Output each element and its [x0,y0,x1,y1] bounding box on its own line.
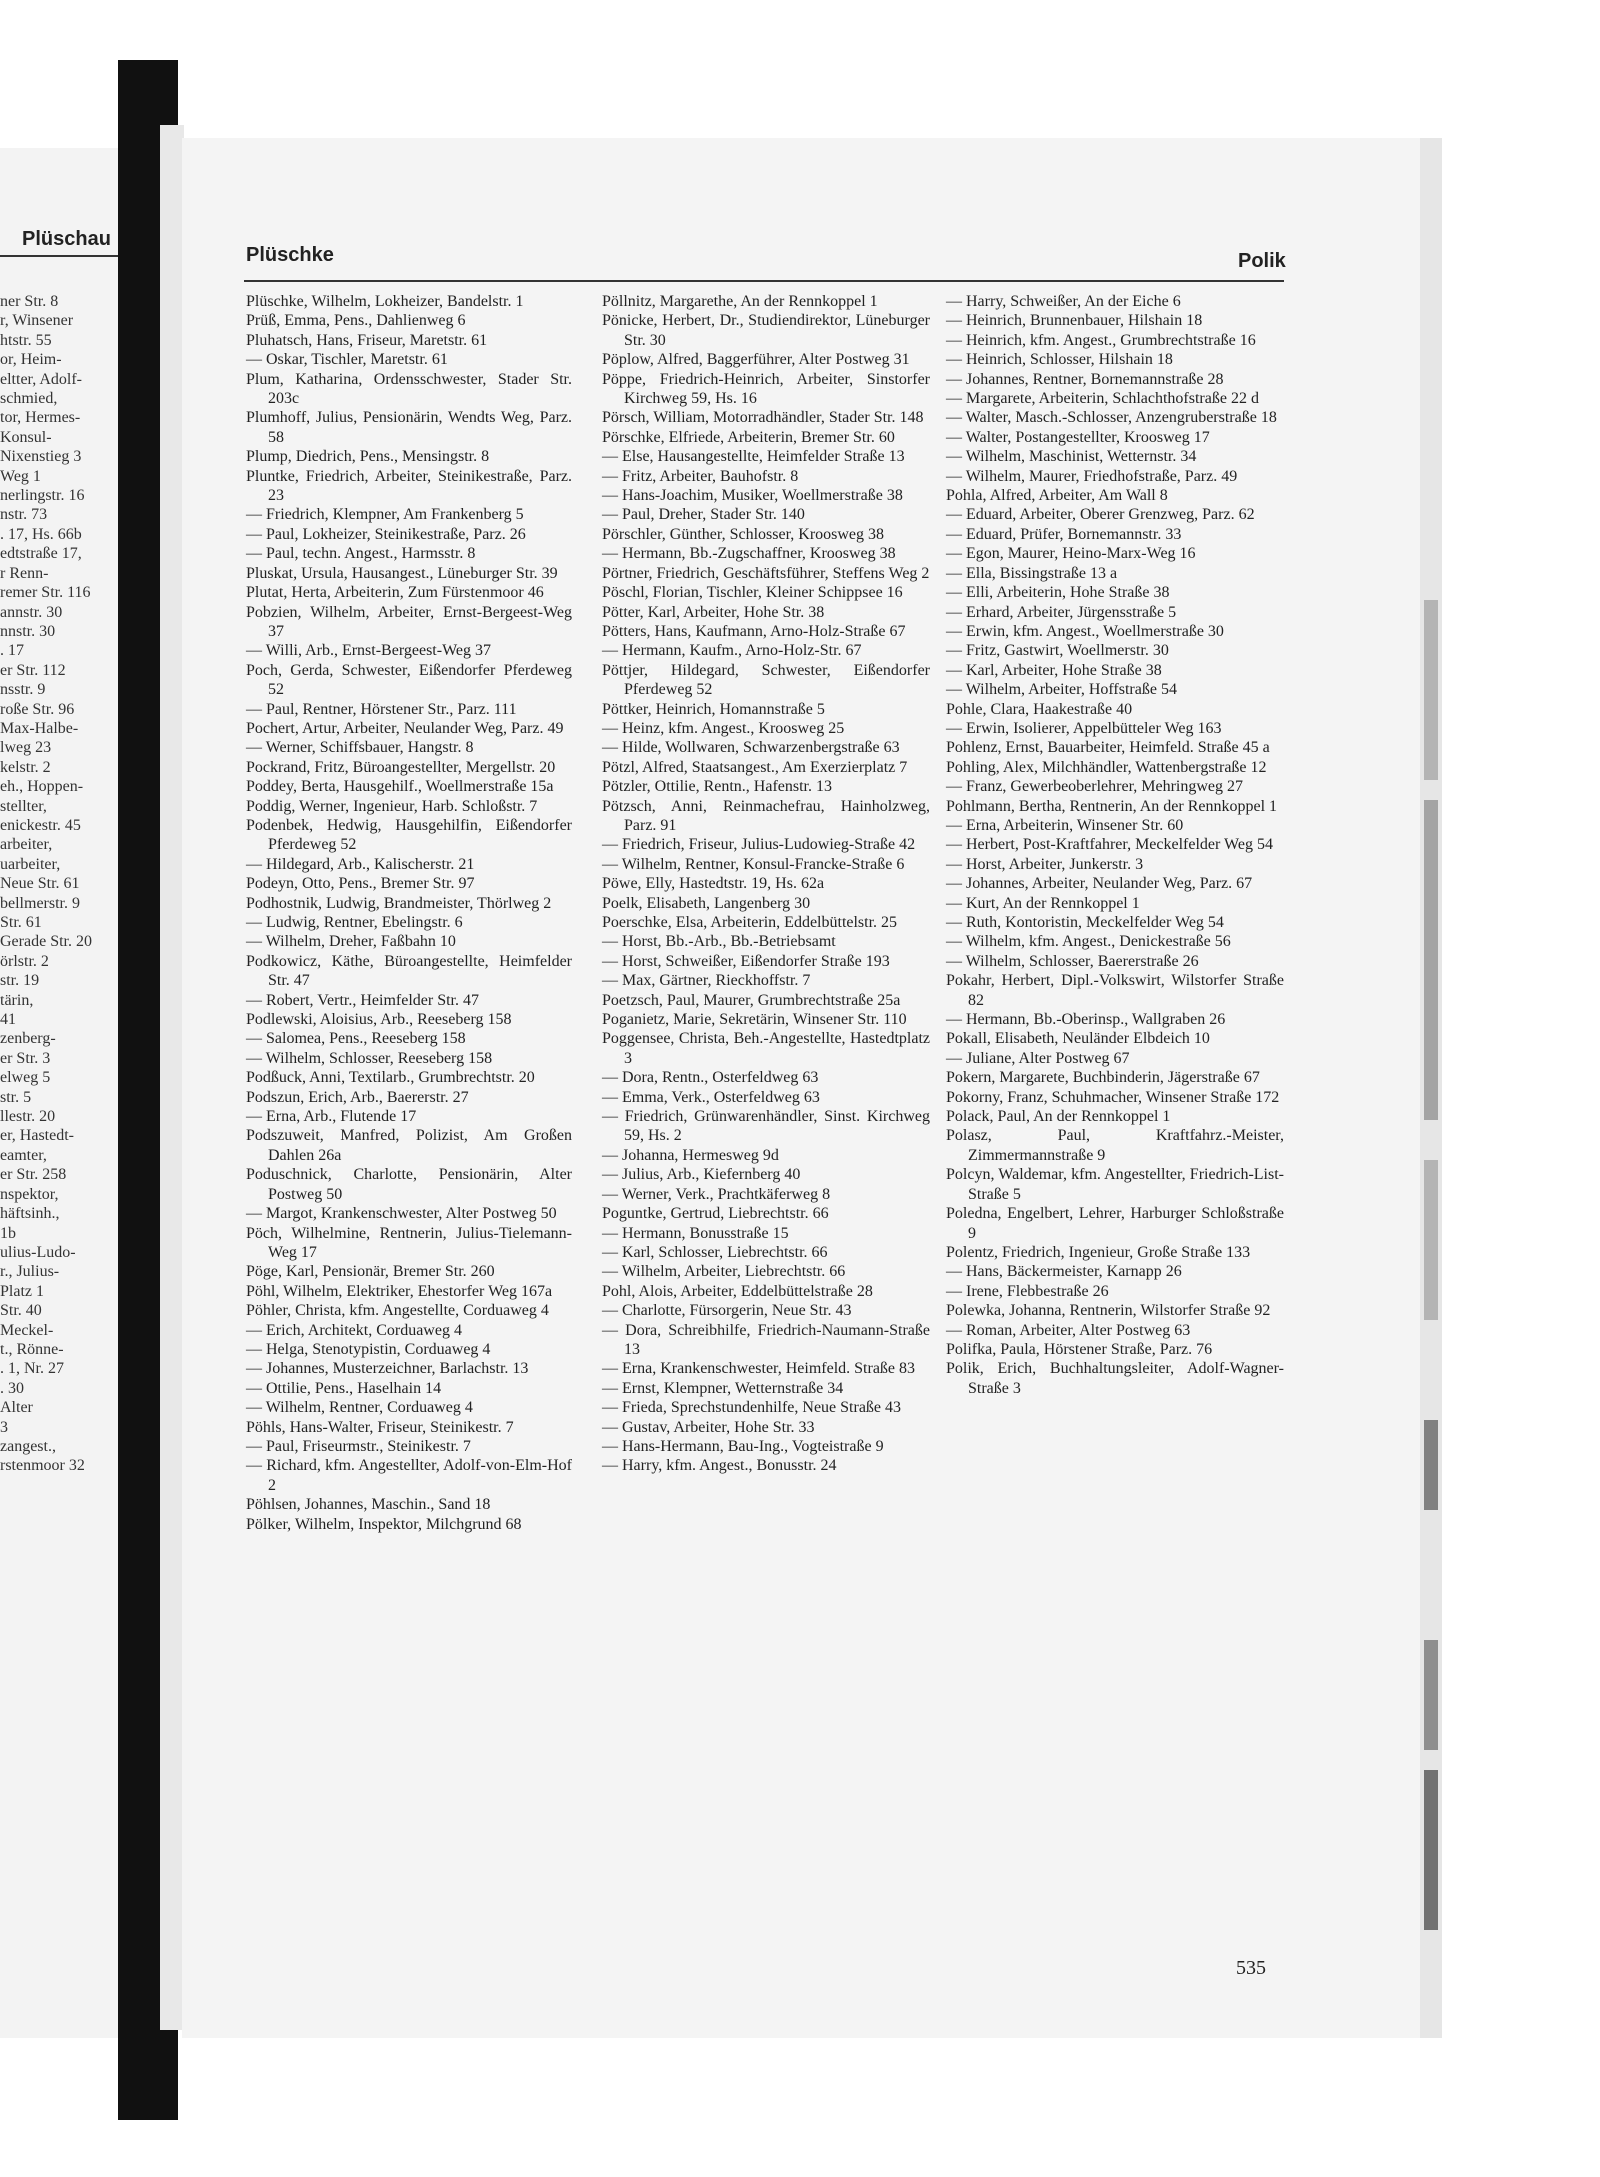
left-page-fragment: or, Heim- [0,351,62,369]
left-page-fragment: er Str. 112 [0,661,66,679]
left-page-fragment: 41 [0,1011,16,1029]
directory-entry: Pochert, Artur, Arbeiter, Neulander Weg, Parz. 49 [246,719,564,737]
directory-entry: — Horst, Arbeiter, Junkerstr. 3 [946,855,1144,873]
directory-entry: — Wilhelm, Schlosser, Reeseberg 158 [246,1049,493,1067]
directory-entry: — Horst, Schweißer, Eißendorfer Straße 193 [602,952,890,970]
directory-entry: Pöge, Karl, Pensionär, Bremer Str. 260 [246,1263,495,1281]
directory-entry: — Wilhelm, kfm. Angest., Denickestraße 56 [946,933,1231,951]
directory-entry: Pohl, Alois, Arbeiter, Eddelbüttelstraße 28 [602,1282,873,1300]
left-page-fragment: llestr. 20 [0,1108,56,1126]
left-page-fragment: str. 5 [0,1088,32,1106]
left-page-fragment: 1b [0,1224,16,1242]
directory-entry: Prüß, Emma, Pens., Dahlienweg 6 [246,312,466,330]
directory-entry: — Wilhelm, Rentner, Corduaweg 4 [246,1399,473,1417]
directory-entry: — Hans, Bäckermeister, Karnapp 26 [946,1263,1182,1281]
left-page-fragment: Str. 61 [0,914,42,931]
directory-entry: — Fritz, Gastwirt, Woellmerstr. 30 [946,642,1169,660]
directory-entry: — Paul, Lokheizer, Steinikestraße, Parz. 26 [246,525,526,543]
directory-entry: Polasz, Paul, Kraftfahrz.-Meister, Zimmermannstraße 9 [946,1127,1284,1164]
page-number: 535 [1236,1957,1266,1979]
directory-entry: — Roman, Arbeiter, Alter Postweg 63 [946,1321,1191,1339]
directory-entry: — Johanna, Hermesweg 9d [602,1146,779,1164]
directory-entry: — Werner, Verk., Prachtkäferweg 8 [602,1185,831,1203]
directory-entry: Polentz, Friedrich, Ingenieur, Große Straße 133 [946,1243,1251,1261]
directory-entry: Pötzl, Alfred, Staatsangest., Am Exerzierplatz 7 [602,758,908,776]
directory-entry: — Erich, Architekt, Corduaweg 4 [246,1321,462,1339]
left-page-fragment: zangest., [0,1437,56,1455]
left-page-fragment: r, Winsener [0,312,74,330]
left-page-fragment: er, Hastedt- [0,1127,74,1145]
directory-entry: Polifka, Paula, Hörstener Straße, Parz. 76 [946,1340,1213,1358]
directory-entry: — Kurt, An der Rennkoppel 1 [946,894,1140,912]
margin-marks [1422,600,1440,1950]
directory-entry: Podszuweit, Manfred, Polizist, Am Großen Dahlen 26a [246,1127,572,1164]
directory-entry: Pohla, Alfred, Arbeiter, Am Wall 8 [946,487,1168,505]
running-header-right: Polik [1238,250,1286,272]
directory-entry: Pörsch, William, Motorradhändler, Stader Str. 148 [602,409,924,427]
directory-entry: Poelk, Elisabeth, Langenberg 30 [602,894,811,912]
directory-entry: — Juliane, Alter Postweg 67 [946,1049,1130,1067]
directory-entry: — Hermann, Bb.-Zugschaffner, Kroosweg 38 [602,545,896,563]
column-3 [946,292,1284,1398]
left-page-fragments [0,292,118,1476]
directory-entry: Podenbek, Hedwig, Hausgehilfin, Eißendorfer Pferdeweg 52 [246,816,572,854]
left-page-fragment: . 17, Hs. 66b [0,525,82,543]
directory-entry: — Werner, Schiffsbauer, Hangstr. 8 [246,739,474,757]
directory-entry: Pohle, Clara, Haakestraße 40 [946,700,1133,718]
directory-entry: Podeyn, Otto, Pens., Bremer Str. 97 [246,875,475,893]
directory-entry: Poetzsch, Paul, Maurer, Grumbrechtstraße 25a [602,991,901,1009]
directory-entry: — Hans-Hermann, Bau-Ing., Vogteistraße 9 [602,1437,884,1455]
directory-entry: — Frieda, Sprechstundenhilfe, Neue Straße 43 [602,1399,902,1417]
left-page-fragment: edtstraße 17, [0,545,82,563]
left-page-fragment: Platz 1 [0,1282,44,1300]
directory-entry: — Johannes, Rentner, Bornemannstraße 28 [946,370,1224,388]
left-page-fragment: er Str. 258 [0,1166,67,1184]
directory-entry: Plum, Katharina, Ordensschwester, Stader Str. 203c [246,370,572,408]
directory-entry: — Wilhelm, Arbeiter, Hoffstraße 54 [946,681,1177,699]
directory-entry: — Horst, Bb.-Arb., Bb.-Betriebsamt [602,933,836,951]
directory-entry: Pluskat, Ursula, Hausangest., Lüneburger Str. 39 [246,564,558,582]
directory-entry: — Wilhelm, Rentner, Konsul-Francke-Straße 6 [602,855,905,873]
directory-entry: — Fritz, Arbeiter, Bauhofstr. 8 [602,467,799,485]
directory-entry: Pokorny, Franz, Schuhmacher, Winsener Straße 172 [946,1088,1280,1106]
directory-entry: Pobzien, Wilhelm, Arbeiter, Ernst-Bergeest-Weg 37 [246,603,572,640]
header-rule [244,280,1284,282]
directory-entry: — Julius, Arb., Kiefernberg 40 [602,1166,801,1184]
directory-entry: Pötzler, Ottilie, Rentn., Hafenstr. 13 [602,778,832,796]
directory-entry: — Hermann, Bonusstraße 15 [602,1224,789,1242]
directory-entry: — Erna, Arb., Flutende 17 [246,1108,417,1126]
left-page-fragment: häftsinh., [0,1205,60,1223]
directory-entry: — Ella, Bissingstraße 13 a [946,564,1118,582]
directory-entry: Pöch, Wilhelmine, Rentnerin, Julius-Tielemann-Weg 17 [246,1224,572,1261]
directory-entry: Pokern, Margarete, Buchbinderin, Jägerstraße 67 [946,1069,1260,1087]
left-page-fragment: ner Str. 8 [0,293,59,310]
left-page-fragment: Max-Halbe- [0,719,79,737]
left-page-fragment: er Str. 3 [0,1049,51,1067]
directory-entry: — Heinrich, Schlosser, Hilshain 18 [946,351,1173,369]
directory-entry: — Paul, Dreher, Stader Str. 140 [602,506,805,524]
directory-entry: — Hilde, Wollwaren, Schwarzenbergstraße 63 [602,739,900,757]
directory-entry: — Irene, Flebbestraße 26 [946,1282,1109,1300]
directory-entry: Poganietz, Marie, Sekretärin, Winsener Str. 110 [602,1011,907,1029]
directory-entry: Poduschnick, Charlotte, Pensionärin, Alter Postweg 50 [246,1166,572,1203]
directory-entry: — Friedrich, Klempner, Am Frankenberg 5 [246,506,524,524]
left-page-fragment: örlstr. 2 [0,952,49,970]
directory-entry: — Wilhelm, Maschinist, Wetternstr. 34 [946,448,1197,466]
directory-entry: Pötters, Hans, Kaufmann, Arno-Holz-Straße 67 [602,622,906,640]
left-page-fragment: htstr. 55 [0,331,52,349]
directory-entry: Pokall, Elisabeth, Neuländer Elbdeich 10 [946,1030,1210,1048]
directory-entry: — Ernst, Klempner, Wetternstraße 34 [602,1379,844,1397]
directory-entry: Pöttjer, Hildegard, Schwester, Eißendorfer Pferdeweg 52 [602,661,930,699]
directory-entry: — Erna, Krankenschwester, Heimfeld. Straße 83 [602,1360,916,1378]
directory-entry: — Harry, Schweißer, An der Eiche 6 [946,293,1181,310]
directory-entry: — Walter, Postangestellter, Kroosweg 17 [946,428,1210,446]
directory-entry: Pluhatsch, Hans, Friseur, Maretstr. 61 [246,331,488,349]
left-page-fragment: nerlingstr. 16 [0,487,85,505]
directory-entry: Plutat, Herta, Arbeiterin, Zum Fürstenmoor 46 [246,584,544,602]
left-page-fragment: eh., Hoppen- [0,778,84,796]
directory-entry: Pokahr, Herbert, Dipl.-Volkswirt, Wilstorfer Straße 82 [946,972,1284,1009]
directory-entry: Pöschl, Florian, Tischler, Kleiner Schippsee 16 [602,584,903,602]
directory-entry: Plüschke, Wilhelm, Lokheizer, Bandelstr. 1 [246,293,524,310]
directory-entry: Podszun, Erich, Arb., Baererstr. 27 [246,1088,469,1106]
directory-entry: — Friedrich, Friseur, Julius-Ludowieg-Straße 42 [602,836,916,854]
left-page-fragment: r Renn- [0,564,49,582]
left-page-fragment: tärin, [0,991,34,1009]
directory-entry: Poguntke, Gertrud, Liebrechtstr. 66 [602,1205,829,1223]
left-page-fragment: nsstr. 9 [0,681,46,699]
directory-entry: Pöhler, Christa, kfm. Angestellte, Corduaweg 4 [246,1302,549,1320]
left-page-fragment: nnstr. 30 [0,622,56,640]
directory-entry: Podkowicz, Käthe, Büroangestellte, Heimfelder Str. 47 [246,952,572,990]
directory-entry: — Margarete, Arbeiterin, Schlachthofstraße 22 d [946,390,1259,408]
directory-entry: — Erhard, Arbeiter, Jürgensstraße 5 [946,603,1177,621]
directory-entry: Plump, Diedrich, Pens., Mensingstr. 8 [246,448,490,466]
left-page-fragment: enickestr. 45 [0,816,81,834]
directory-entry: — Eduard, Prüfer, Bornemannstr. 33 [946,525,1182,543]
directory-entry: — Wilhelm, Dreher, Faßbahn 10 [246,933,456,951]
directory-entry: — Margot, Krankenschwester, Alter Postweg 50 [246,1205,557,1223]
directory-entry: Poerschke, Elsa, Arbeiterin, Eddelbüttelstr. 25 [602,914,898,931]
left-page-fragment: Alter [0,1399,33,1417]
directory-entry: — Karl, Arbeiter, Hohe Straße 38 [946,661,1162,679]
left-page-fragment: ulius-Ludo- [0,1243,76,1261]
directory-entry: — Wilhelm, Maurer, Friedhofstraße, Parz. 49 [946,467,1238,485]
directory-entry: Pöhl, Wilhelm, Elektriker, Ehestorfer Weg 167a [246,1282,553,1300]
directory-entry: Poggensee, Christa, Beh.-Angestellte, Hastedtplatz 3 [602,1030,930,1067]
directory-entry: Polik, Erich, Buchhaltungsleiter, Adolf-Wagner-Straße 3 [946,1360,1284,1397]
directory-entry: — Robert, Vertr., Heimfelder Str. 47 [246,991,479,1009]
left-page-fragment: lweg 23 [0,739,52,757]
left-page-fragment: stellter, [0,797,47,815]
left-page-fragment: Gerade Str. 20 [0,933,92,951]
left-page-fragment: arbeiter, [0,836,53,854]
directory-entry: — Hermann, Bb.-Oberinsp., Wallgraben 26 [946,1011,1226,1029]
directory-entry: Podßuck, Anni, Textilarb., Grumbrechtstr. 20 [246,1069,535,1087]
directory-entry: Pönicke, Herbert, Dr., Studiendirektor, Lüneburger Str. 30 [602,312,930,349]
directory-entry: — Paul, Friseurmstr., Steinikestr. 7 [246,1437,471,1455]
spine-gutter [160,125,184,2030]
directory-entry: Pötter, Karl, Arbeiter, Hohe Str. 38 [602,603,825,621]
left-page-fragment: roße Str. 96 [0,700,75,718]
directory-entry: — Gustav, Arbeiter, Hohe Str. 33 [602,1418,815,1436]
directory-entry: — Franz, Gewerbeoberlehrer, Mehringweg 27 [946,778,1244,796]
left-page-fragment: bellmerstr. 9 [0,894,80,912]
left-page-fragment: t., Rönne- [0,1340,64,1358]
directory-entry: Poch, Gerda, Schwester, Eißendorfer Pferdeweg 52 [246,661,572,699]
directory-entry: — Helga, Stenotypistin, Corduaweg 4 [246,1340,491,1358]
left-page-fragment: Neue Str. 61 [0,875,80,893]
directory-entry: — Hildegard, Arb., Kalischerstr. 21 [246,855,475,873]
directory-entry: — Hans-Joachim, Musiker, Woellmerstraße 38 [602,487,903,505]
directory-entry: — Wilhelm, Arbeiter, Liebrechtstr. 66 [602,1263,846,1281]
left-page-header: Plüschau [22,228,111,250]
directory-entry: Poddig, Werner, Ingenieur, Harb. Schloßstr. 7 [246,797,538,815]
directory-entry: — Hermann, Kaufm., Arno-Holz-Str. 67 [602,642,862,660]
directory-entry: Pöwe, Elly, Hastedtstr. 19, Hs. 62a [602,875,825,893]
directory-entry: — Salomea, Pens., Reeseberg 158 [246,1030,466,1048]
directory-entry: — Else, Hausangestellte, Heimfelder Straße 13 [602,448,905,466]
left-page-fragment: Konsul- [0,428,52,446]
left-page-fragment: eltter, Adolf- [0,370,82,388]
left-page-rule [0,255,118,257]
directory-entry: — Charlotte, Fürsorgerin, Neue Str. 43 [602,1302,852,1320]
directory-entry: — Richard, kfm. Angestellter, Adolf-von-Elm-Hof 2 [246,1457,572,1494]
left-page-fragment: Str. 40 [0,1302,42,1320]
left-page-fragment: rstenmoor 32 [0,1457,85,1475]
directory-entry: — Max, Gärtner, Rieckhoffstr. 7 [602,972,811,990]
left-page-fragment: uarbeiter, [0,855,61,873]
directory-entry: Podhostnik, Ludwig, Brandmeister, Thörlweg 2 [246,894,552,912]
directory-entry: Pörschler, Günther, Schlosser, Kroosweg 38 [602,525,885,543]
directory-entry: — Elli, Arbeiterin, Hohe Straße 38 [946,584,1170,602]
directory-entry: — Walter, Masch.-Schlosser, Anzengruberstraße 18 [946,409,1277,427]
left-page-fragment: 3 [0,1418,8,1436]
left-page-fragment: . 1, Nr. 27 [0,1360,64,1378]
directory-entry: — Paul, techn. Angest., Harmsstr. 8 [246,545,476,563]
directory-entry: — Johannes, Arbeiter, Neulander Weg, Parz. 67 [946,875,1253,893]
directory-entry: Pockrand, Fritz, Büroangestellter, Mergellstr. 20 [246,758,556,776]
directory-entry: Pötzsch, Anni, Reinmachefrau, Hainholzweg, Parz. 91 [602,797,930,834]
directory-entry: Plumhoff, Julius, Pensionärin, Wendts Weg, Parz. 58 [246,409,572,446]
directory-entry: Pöhls, Hans-Walter, Friseur, Steinikestr. 7 [246,1418,514,1436]
directory-entry: — Wilhelm, Schlosser, Baererstraße 26 [946,952,1199,970]
directory-entry: Pölker, Wilhelm, Inspektor, Milchgrund 68 [246,1515,522,1533]
directory-entry: — Johannes, Musterzeichner, Barlachstr. 13 [246,1360,529,1378]
directory-entry: Pohlmann, Bertha, Rentnerin, An der Rennkoppel 1 [946,797,1278,815]
directory-entry: Poddey, Berta, Hausgehilf., Woellmerstraße 15a [246,778,554,796]
column-1 [246,292,572,1534]
directory-entry: Pöttker, Heinrich, Homannstraße 5 [602,700,825,718]
left-page-fragment: elweg 5 [0,1069,51,1087]
left-page-fragment: . 30 [0,1379,24,1397]
directory-entry: — Ottilie, Pens., Haselhain 14 [246,1379,442,1397]
directory-entry: — Oskar, Tischler, Maretstr. 61 [246,351,448,369]
directory-entry: — Willi, Arb., Ernst-Bergeest-Weg 37 [246,642,491,660]
directory-entry: — Heinrich, Brunnenbauer, Hilshain 18 [946,312,1203,330]
left-page-fragment: kelstr. 2 [0,758,51,776]
directory-entry: Pöppe, Friedrich-Heinrich, Arbeiter, Sinstorfer Kirchweg 59, Hs. 16 [602,370,930,408]
directory-entry: Pöhlsen, Johannes, Maschin., Sand 18 [246,1496,491,1514]
directory-entry: Pohlenz, Ernst, Bauarbeiter, Heimfeld. Straße 45 a [946,739,1270,757]
left-page-fragment: zenberg- [0,1030,56,1048]
directory-entry: — Friedrich, Grünwarenhändler, Sinst. Kirchweg 59, Hs. 2 [602,1108,930,1145]
directory-entry: Pöplow, Alfred, Baggerführer, Alter Postweg 31 [602,351,910,369]
left-page-fragment: Nixenstieg 3 [0,448,82,466]
directory-entry: Polack, Paul, An der Rennkoppel 1 [946,1108,1171,1126]
left-page-fragment: nspektor, [0,1185,59,1203]
directory-entry: Poledna, Engelbert, Lehrer, Harburger Schloßstraße 9 [946,1205,1284,1242]
left-page-fragment: nstr. 73 [0,506,48,524]
directory-entry: Pörtner, Friedrich, Geschäftsführer, Steffens Weg 2 [602,564,930,582]
left-page-fragment: remer Str. 116 [0,584,91,602]
column-2 [602,292,930,1476]
left-page-fragment: annstr. 30 [0,603,63,621]
directory-entry: — Heinz, kfm. Angest., Kroosweg 25 [602,719,845,737]
left-page-fragment: . 17 [0,642,24,660]
left-page-fragment: Weg 1 [0,467,41,485]
left-page-fragment: Meckel- [0,1321,54,1339]
directory-entry: Pöllnitz, Margarethe, An der Rennkoppel 1 [602,293,878,310]
directory-entry: Podlewski, Aloisius, Arb., Reeseberg 158 [246,1011,512,1029]
directory-entry: Pörschke, Elfriede, Arbeiterin, Bremer Str. 60 [602,428,895,446]
directory-entry: — Ludwig, Rentner, Ebelingstr. 6 [246,914,463,931]
directory-entry: — Dora, Rentn., Osterfeldweg 63 [602,1069,819,1087]
directory-entry: — Emma, Verk., Osterfeldweg 63 [602,1088,820,1106]
directory-entry: — Dora, Schreibhilfe, Friedrich-Naumann-Straße 13 [602,1321,930,1358]
directory-entry: Polewka, Johanna, Rentnerin, Wilstorfer Straße 92 [946,1302,1271,1320]
directory-entry: — Egon, Maurer, Heino-Marx-Weg 16 [946,545,1196,563]
directory-entry: — Herbert, Post-Kraftfahrer, Meckelfelder Weg 54 [946,836,1273,854]
directory-entry: Pluntke, Friedrich, Arbeiter, Steinikestraße, Parz. 23 [246,467,572,505]
directory-entry: — Karl, Schlosser, Liebrechtstr. 66 [602,1243,828,1261]
left-page-fragment: str. 19 [0,972,40,990]
directory-entry: — Paul, Rentner, Hörstener Str., Parz. 111 [246,700,517,718]
directory-entry: — Heinrich, kfm. Angest., Grumbrechtstraße 16 [946,331,1256,349]
left-page-fragment: r., Julius- [0,1263,60,1281]
directory-entry: — Eduard, Arbeiter, Oberer Grenzweg, Parz. 62 [946,506,1255,524]
directory-entry: — Erna, Arbeiterin, Winsener Str. 60 [946,816,1184,834]
directory-entry: — Erwin, kfm. Angest., Woellmerstraße 30 [946,622,1224,640]
directory-entry: — Ruth, Kontoristin, Meckelfelder Weg 54 [946,914,1224,931]
directory-entry: Polcyn, Waldemar, kfm. Angestellter, Friedrich-List-Straße 5 [946,1166,1284,1203]
left-page-fragment: schmied, [0,390,58,408]
directory-entry: — Harry, kfm. Angest., Bonusstr. 24 [602,1457,837,1475]
directory-entry: — Erwin, Isolierer, Appelbütteler Weg 163 [946,719,1222,737]
running-header-left: Plüschke [246,244,334,266]
left-page-fragment: eamter, [0,1146,47,1164]
left-page-fragment: tor, Hermes- [0,409,81,427]
directory-entry: Pohling, Alex, Milchhändler, Wattenbergstraße 12 [946,758,1267,776]
